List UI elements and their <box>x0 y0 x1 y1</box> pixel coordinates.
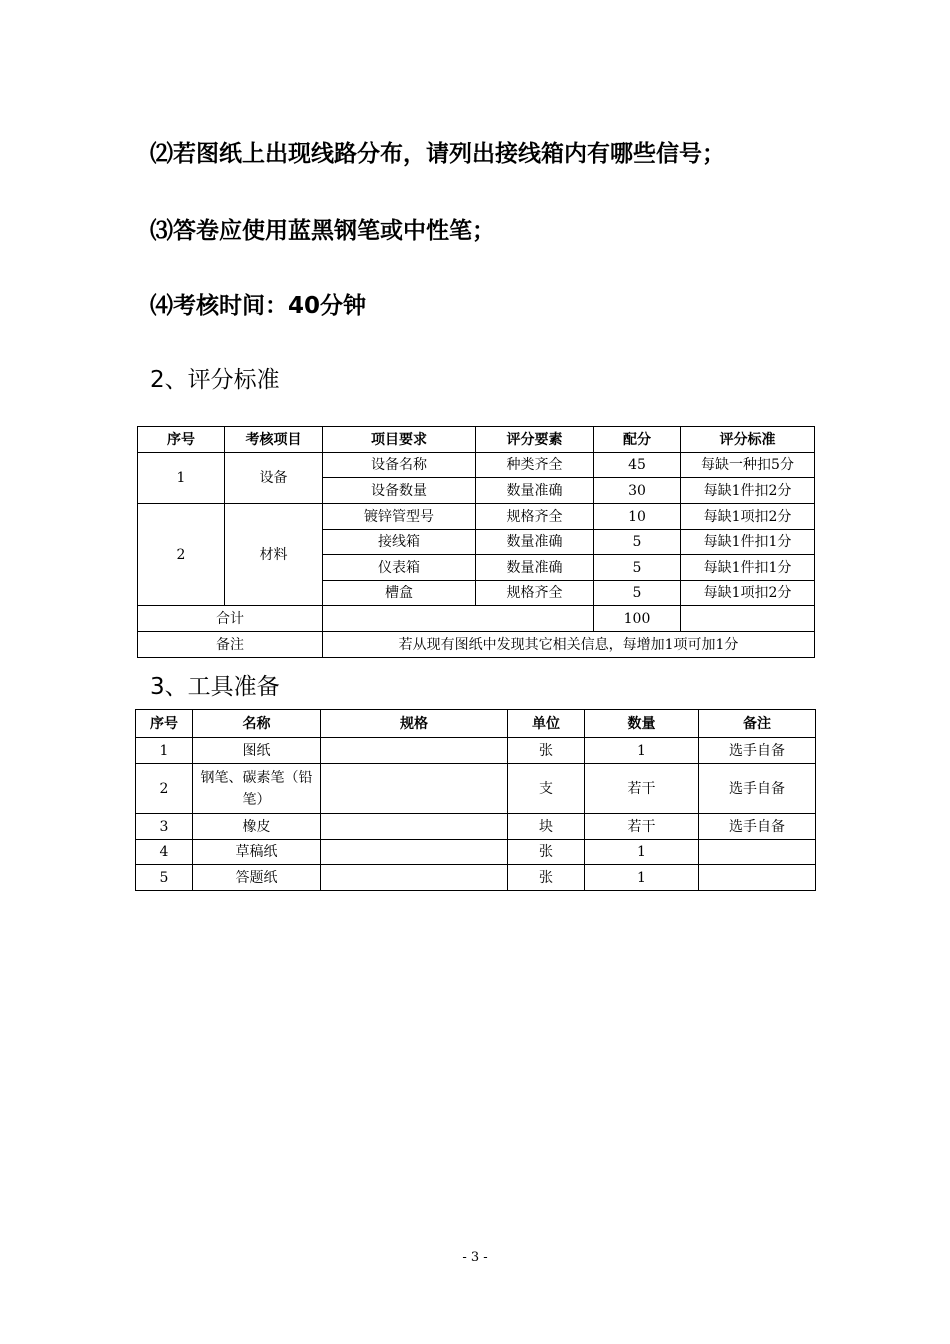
instruction-4: ⑷考核时间：40分钟 <box>150 293 367 319</box>
table-row <box>136 738 816 764</box>
tool-note <box>699 865 816 891</box>
total-row <box>138 606 815 632</box>
tool-name: 答题纸 <box>193 865 321 891</box>
table-row <box>136 764 816 814</box>
tools-table <box>135 709 816 891</box>
header-cell: 单位 <box>508 710 585 738</box>
header-cell: 项目要求 <box>323 427 476 453</box>
tool-name: 草稿纸 <box>193 840 321 865</box>
requirement-cell: 接线箱 <box>323 530 476 555</box>
tool-unit: 张 <box>508 865 585 891</box>
tool-note <box>699 840 816 865</box>
table-row <box>136 865 816 891</box>
remark-text: 若从现有图纸中发现其它相关信息，每增加1项可加1分 <box>323 632 815 658</box>
tool-name: 钢笔、碳素笔（铅笔） <box>193 764 321 814</box>
tool-qty: 若干 <box>585 764 699 814</box>
row-number: 4 <box>136 840 193 865</box>
row-number: 5 <box>136 865 193 891</box>
table-row <box>136 814 816 840</box>
tool-unit: 张 <box>508 738 585 764</box>
tool-spec <box>321 738 508 764</box>
tool-qty: 若干 <box>585 814 699 840</box>
group-item: 材料 <box>225 504 323 606</box>
tool-unit: 支 <box>508 764 585 814</box>
score-cell: 10 <box>594 504 681 530</box>
score-cell: 5 <box>594 555 681 581</box>
element-cell: 数量准确 <box>476 555 594 581</box>
requirement-cell: 镀锌管型号 <box>323 504 476 530</box>
element-cell: 数量准确 <box>476 530 594 555</box>
tool-note: 选手自备 <box>699 814 816 840</box>
header-cell: 序号 <box>138 427 225 453</box>
section-heading-scoring: 2、评分标准 <box>150 367 280 393</box>
standard-cell: 每缺1件扣1分 <box>681 555 815 581</box>
header-cell: 规格 <box>321 710 508 738</box>
requirement-cell: 设备数量 <box>323 478 476 504</box>
score-cell: 30 <box>594 478 681 504</box>
tool-qty: 1 <box>585 865 699 891</box>
group-number: 2 <box>138 504 225 606</box>
standard-cell: 每缺1项扣2分 <box>681 504 815 530</box>
section-heading-tools: 3、工具准备 <box>150 674 280 700</box>
tool-name: 图纸 <box>193 738 321 764</box>
header-cell: 数量 <box>585 710 699 738</box>
tool-qty: 1 <box>585 738 699 764</box>
tool-spec <box>321 840 508 865</box>
element-cell: 数量准确 <box>476 478 594 504</box>
header-cell: 评分标准 <box>681 427 815 453</box>
tool-unit: 块 <box>508 814 585 840</box>
standard-cell: 每缺1项扣2分 <box>681 581 815 606</box>
requirement-cell: 设备名称 <box>323 453 476 478</box>
remark-row <box>138 632 815 658</box>
header-cell: 序号 <box>136 710 193 738</box>
header-cell: 评分要素 <box>476 427 594 453</box>
tool-qty: 1 <box>585 840 699 865</box>
page-number: - 3 - <box>462 1250 488 1265</box>
element-cell: 种类齐全 <box>476 453 594 478</box>
score-cell: 5 <box>594 581 681 606</box>
standard-cell: 每缺1件扣2分 <box>681 478 815 504</box>
table-row <box>138 504 815 530</box>
instruction-2: ⑵若图纸上出现线路分布，请列出接线箱内有哪些信号； <box>150 141 725 167</box>
header-cell: 配分 <box>594 427 681 453</box>
row-number: 1 <box>136 738 193 764</box>
row-number: 2 <box>136 764 193 814</box>
score-cell: 45 <box>594 453 681 478</box>
tool-note: 选手自备 <box>699 738 816 764</box>
header-cell: 考核项目 <box>225 427 323 453</box>
tool-spec <box>321 814 508 840</box>
header-cell: 名称 <box>193 710 321 738</box>
tool-spec <box>321 865 508 891</box>
remark-label: 备注 <box>138 632 323 658</box>
element-cell: 规格齐全 <box>476 581 594 606</box>
tool-spec <box>321 764 508 814</box>
group-number: 1 <box>138 453 225 504</box>
instruction-3: ⑶答卷应使用蓝黑钢笔或中性笔； <box>150 218 495 244</box>
total-label: 合计 <box>138 606 323 632</box>
element-cell: 规格齐全 <box>476 504 594 530</box>
tool-unit: 张 <box>508 840 585 865</box>
table-row <box>138 453 815 478</box>
requirement-cell: 槽盒 <box>323 581 476 606</box>
standard-cell: 每缺1件扣1分 <box>681 530 815 555</box>
table-row <box>136 840 816 865</box>
total-empty <box>323 606 594 632</box>
requirement-cell: 仪表箱 <box>323 555 476 581</box>
total-standard-empty <box>681 606 815 632</box>
group-item: 设备 <box>225 453 323 504</box>
tool-name: 橡皮 <box>193 814 321 840</box>
tools-header-row <box>136 710 816 738</box>
tool-note: 选手自备 <box>699 764 816 814</box>
total-score: 100 <box>594 606 681 632</box>
row-number: 3 <box>136 814 193 840</box>
scoring-header-row <box>138 427 815 453</box>
scoring-table <box>137 426 815 658</box>
standard-cell: 每缺一种扣5分 <box>681 453 815 478</box>
score-cell: 5 <box>594 530 681 555</box>
header-cell: 备注 <box>699 710 816 738</box>
